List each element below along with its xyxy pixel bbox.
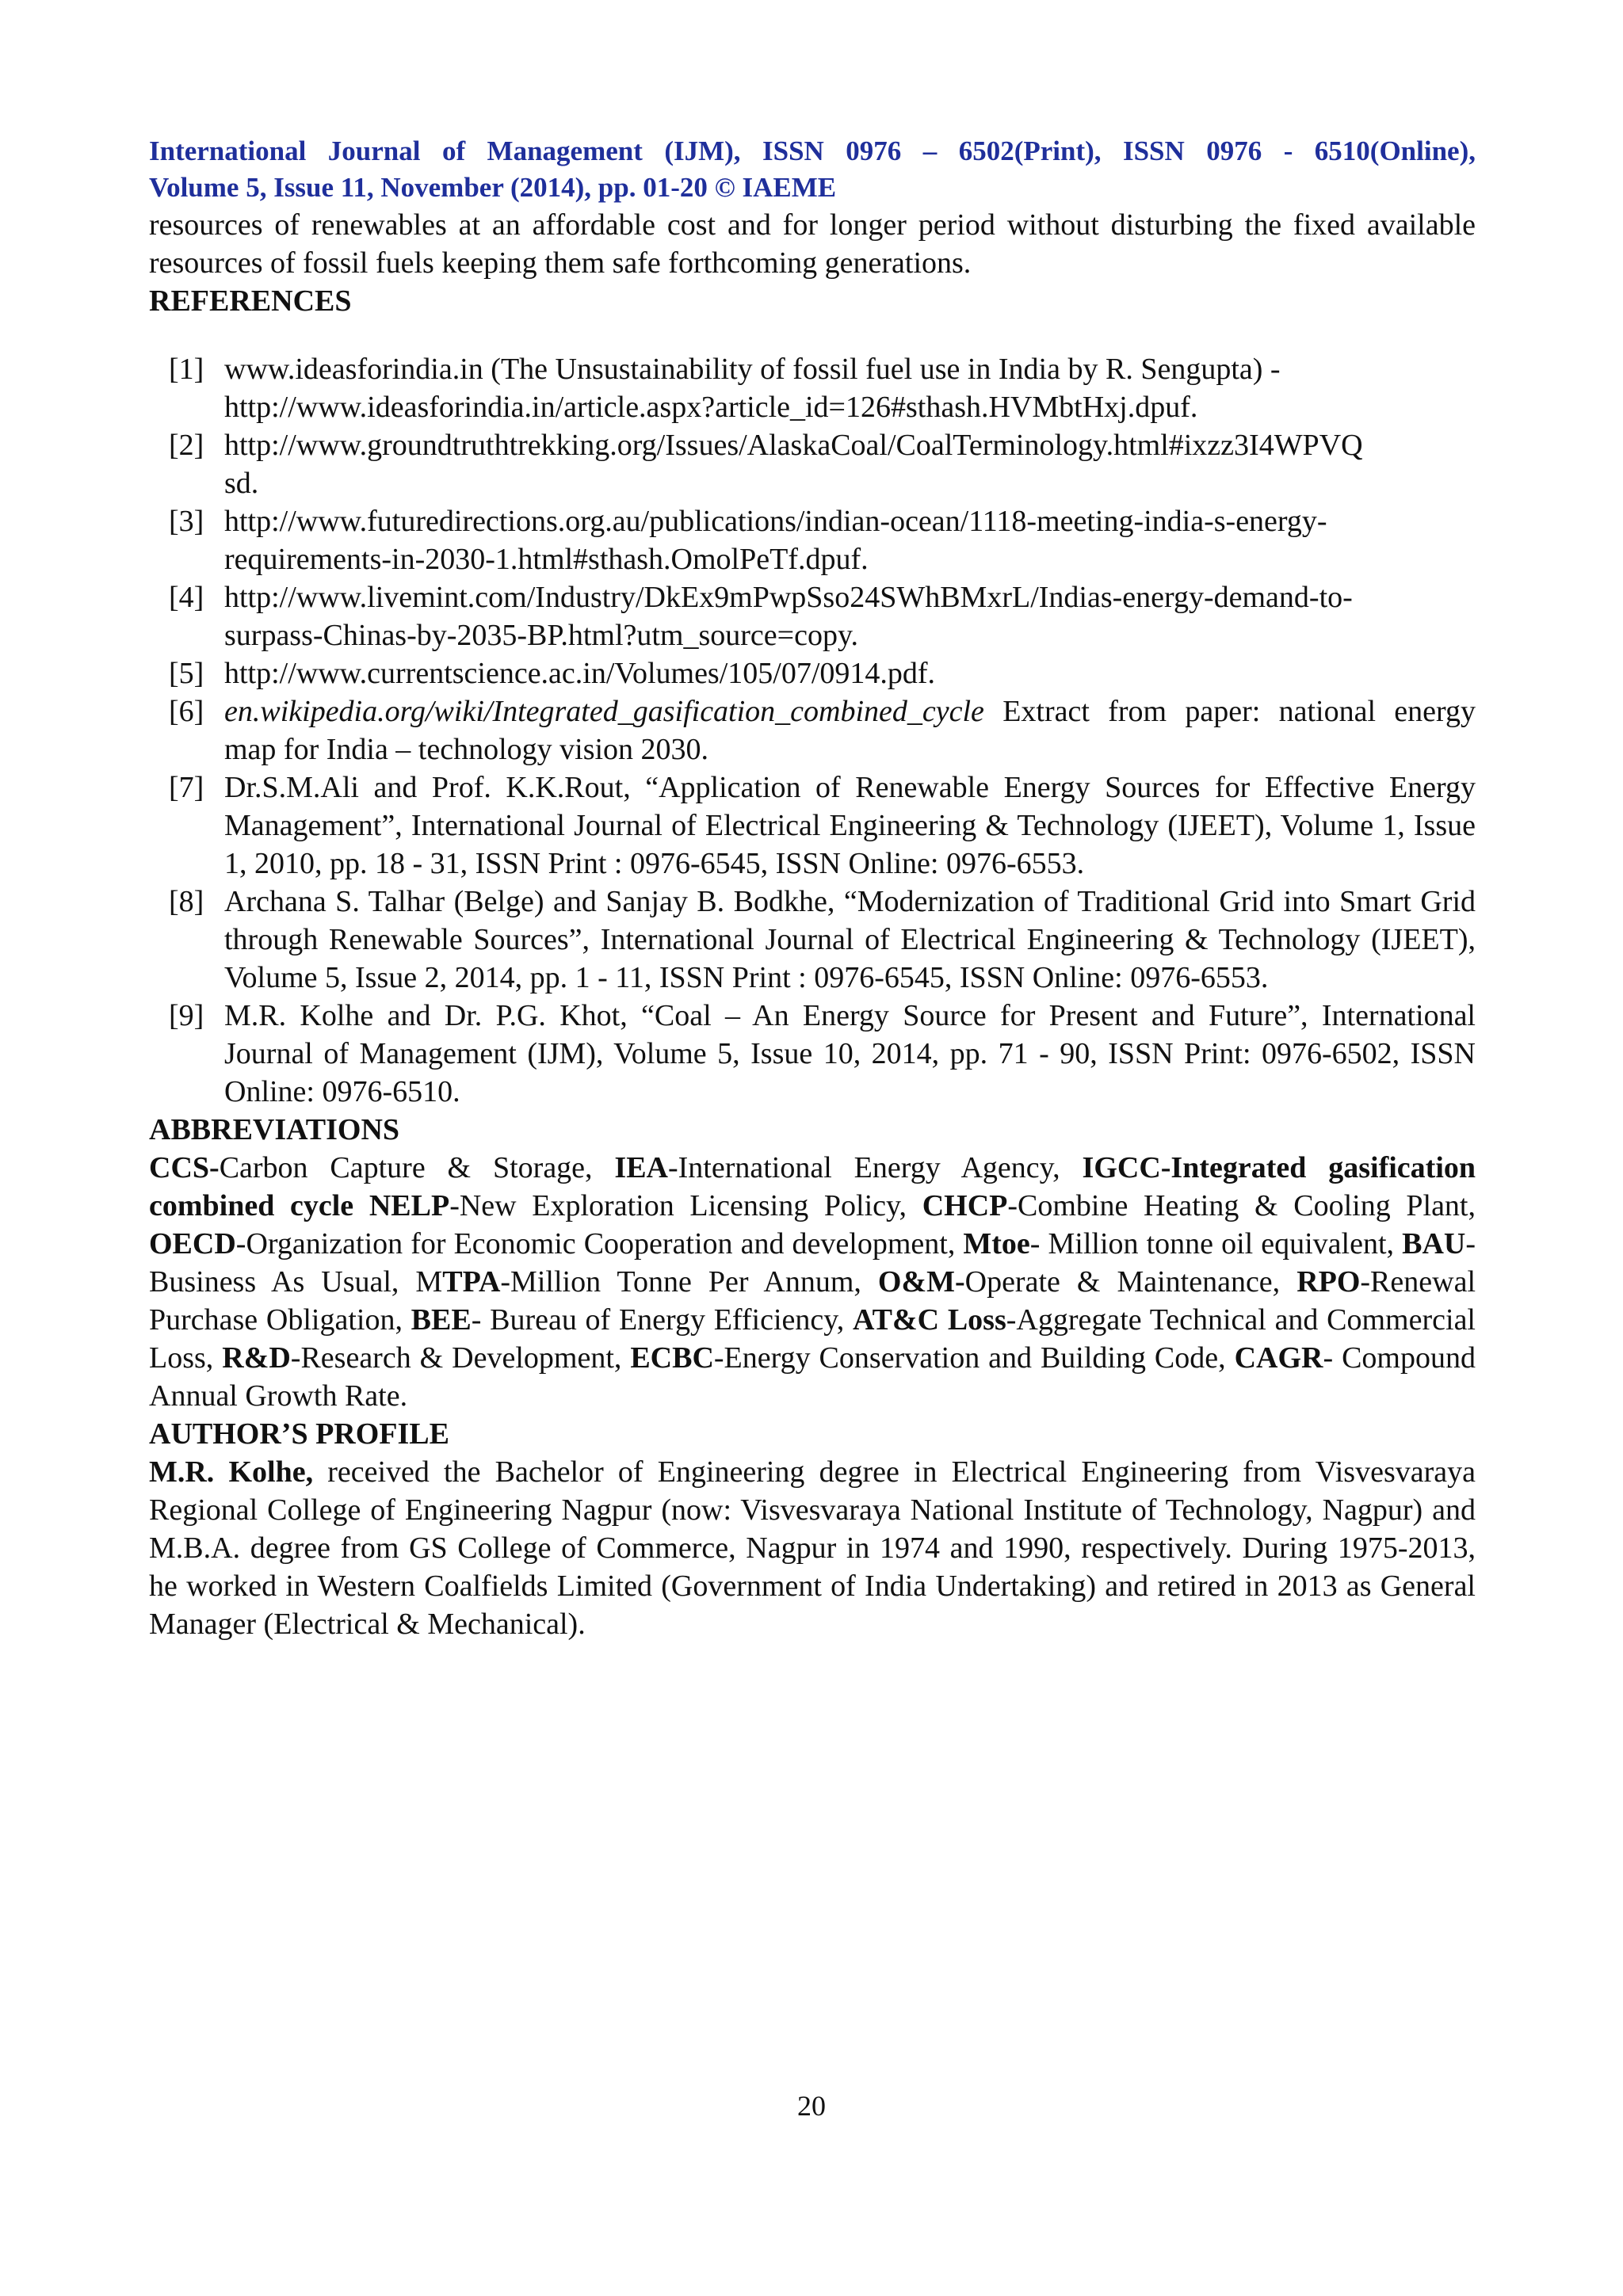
journal-header-line1: International Journal of Management (IJM), ISSN 0976 – 6502(Print), ISSN 0976 - 6510(Online), xyxy=(149,135,1476,166)
reference-text: requirements-in-2030-1.html#sthash.OmolPeTf.dpuf. xyxy=(224,543,869,576)
abbreviation-definition: -Million Tonne Per Annum, xyxy=(500,1265,878,1299)
reference-text: sd. xyxy=(224,467,259,500)
author-profile-paragraph xyxy=(149,1453,1476,1643)
abbreviations-heading: ABBREVIATIONS xyxy=(149,1113,400,1146)
abbreviation-term: O&M- xyxy=(877,1265,965,1299)
reference-text: www.ideasforindia.in (The Unsustainability of fossil fuel use in India by R. Sengupta) - xyxy=(224,353,1281,386)
abbreviation-term: RPO xyxy=(1296,1265,1361,1299)
abbreviation-term: IGCC-Integrated gasification combined cycle NELP xyxy=(149,1151,1476,1222)
abbreviation-definition: -International Energy Agency, xyxy=(668,1151,1083,1184)
reference-number: [9] xyxy=(169,999,204,1032)
abbreviation-definition: -Business As Usual, M xyxy=(149,1227,1476,1299)
abbreviation-term: BAU xyxy=(1402,1227,1466,1261)
intro-paragraph: resources of renewables at an affordable cost and for longer period without disturbing the fixed available resources of fossil fuels keeping them safe forthcoming generations. xyxy=(149,208,1476,280)
abbreviation-term: R&D xyxy=(222,1341,291,1375)
abbreviation-term: TPA xyxy=(442,1265,501,1299)
author-bio: received the Bachelor of Engineering degree in Electrical Engineering from Visvesvaraya Regional College of Engineering Nagpur (now: Visvesvaraya National Institute of Technology, Nagpur) and M.B.A. degree from GS College of Commerce, Nagpur in 1974 and 1990, respectively. During 1975-2013, he worked in Western Coalfields Limited (Government of India Undertaking) and retired in 2013 as General Manager (Electrical & Mechanical). xyxy=(149,1455,1476,1641)
abbreviation-term: ECBC xyxy=(630,1341,714,1375)
references-list xyxy=(149,350,1476,1111)
abbreviations-paragraph xyxy=(149,1149,1476,1415)
reference-text: http://www.groundtruthtrekking.org/Issues/AlaskaCoal/CoalTerminology.html#ixzz3I4WPVQ xyxy=(224,429,1363,462)
reference-item xyxy=(149,426,1476,502)
reference-text: http://www.currentscience.ac.in/Volumes/105/07/0914.pdf. xyxy=(224,657,936,690)
abbreviation-term: OECD xyxy=(149,1227,236,1261)
reference-text: Archana S. Talhar (Belge) and Sanjay B. Bodkhe, “Modernization of Traditional Grid into Smart Grid through Renewable Sources”, International Journal of Electrical Engineering & Technology (IJEET), Volume 5, Issue 2, 2014, pp. 1 - 11, ISSN Print : 0976-6545, ISSN Online: 0976-6553. xyxy=(224,885,1476,994)
abbreviation-term: BEE xyxy=(411,1303,472,1337)
paper-page xyxy=(149,133,1476,1643)
abbreviation-term: AT&C Loss xyxy=(853,1303,1006,1337)
reference-text: http://www.ideasforindia.in/article.aspx?article_id=126#sthash.HVMbtHxj.dpuf. xyxy=(224,391,1198,424)
reference-text: Extract from paper: national energy map for India – technology vision 2030. xyxy=(224,695,1476,766)
journal-header xyxy=(149,133,1476,206)
journal-header-line2: Volume 5, Issue 11, November (2014), pp. 01-20 © IAEME xyxy=(149,172,837,203)
abbreviation-definition: -Combine Heating & Cooling Plant, xyxy=(1007,1189,1476,1222)
abbreviation-term: Mtoe xyxy=(963,1227,1030,1261)
abbreviation-definition: -Research & Development, xyxy=(290,1341,631,1375)
abbreviation-definition: -Organization for Economic Cooperation and development, xyxy=(235,1227,964,1261)
reference-text: M.R. Kolhe and Dr. P.G. Khot, “Coal – An Energy Source for Present and Future”, International Journal of Management (IJM), Volume 5, Issue 10, 2014, pp. 71 - 90, ISSN Print: 0976-6502, ISSN Online: 0976-6510. xyxy=(224,999,1476,1108)
reference-item xyxy=(149,350,1476,426)
reference-number: [5] xyxy=(169,657,204,690)
reference-item xyxy=(149,578,1476,654)
reference-item xyxy=(149,654,1476,692)
reference-number: [8] xyxy=(169,885,204,918)
reference-number: [3] xyxy=(169,505,204,538)
reference-number: [4] xyxy=(169,581,204,614)
abbreviation-term: CAGR xyxy=(1234,1341,1323,1375)
reference-text: Dr.S.M.Ali and Prof. K.K.Rout, “Application of Renewable Energy Sources for Effective Energy Management”, International Journal of Electrical Engineering & Technology (IJEET), Volume 1, Issue 1, 2010, pp. 18 - 31, ISSN Print : 0976-6545, ISSN Online: 0976-6553. xyxy=(224,771,1476,880)
abbreviation-definition: - Million tonne oil equivalent, xyxy=(1029,1227,1403,1261)
reference-number: [6] xyxy=(169,695,204,728)
abbreviation-term: IEA xyxy=(614,1151,668,1184)
abbreviation-term: CCS- xyxy=(149,1151,220,1184)
abbreviation-definition: -Renewal Purchase Obligation, xyxy=(149,1265,1476,1337)
reference-text: surpass-Chinas-by-2035-BP.html?utm_source=copy. xyxy=(224,619,858,652)
page-number: 20 xyxy=(797,2090,826,2122)
references-heading: REFERENCES xyxy=(149,284,352,318)
abbreviation-definition: -Energy Conservation and Building Code, xyxy=(713,1341,1235,1375)
reference-item xyxy=(149,692,1476,769)
abbreviation-definition: Operate & Maintenance, xyxy=(964,1265,1297,1299)
abbreviation-definition: -New Exploration Licensing Policy, xyxy=(449,1189,922,1222)
abbreviation-definition: - Bureau of Energy Efficiency, xyxy=(471,1303,854,1337)
abbreviation-definition: - Compound Annual Growth Rate. xyxy=(149,1341,1476,1413)
abbreviation-definition: -Aggregate Technical and Commercial Loss, xyxy=(149,1303,1476,1375)
reference-text: http://www.livemint.com/Industry/DkEx9mPwpSso24SWhBMxrL/Indias-energy-demand-to- xyxy=(224,581,1353,614)
reference-italic-url: en.wikipedia.org/wiki/Integrated_gasification_combined_cycle xyxy=(224,695,984,728)
reference-item xyxy=(149,997,1476,1111)
reference-item xyxy=(149,502,1476,578)
author-name: M.R. Kolhe, xyxy=(149,1455,314,1489)
abbreviation-definition: Carbon Capture & Storage, xyxy=(219,1151,615,1184)
abbreviation-term: CHCP xyxy=(922,1189,1008,1222)
reference-item xyxy=(149,883,1476,997)
reference-text: http://www.futuredirections.org.au/publications/indian-ocean/1118-meeting-india-s-energy- xyxy=(224,505,1327,538)
reference-number: [2] xyxy=(169,429,204,462)
reference-number: [7] xyxy=(169,771,204,804)
reference-number: [1] xyxy=(169,353,204,386)
reference-item xyxy=(149,769,1476,883)
author-profile-heading: AUTHOR’S PROFILE xyxy=(149,1417,449,1451)
